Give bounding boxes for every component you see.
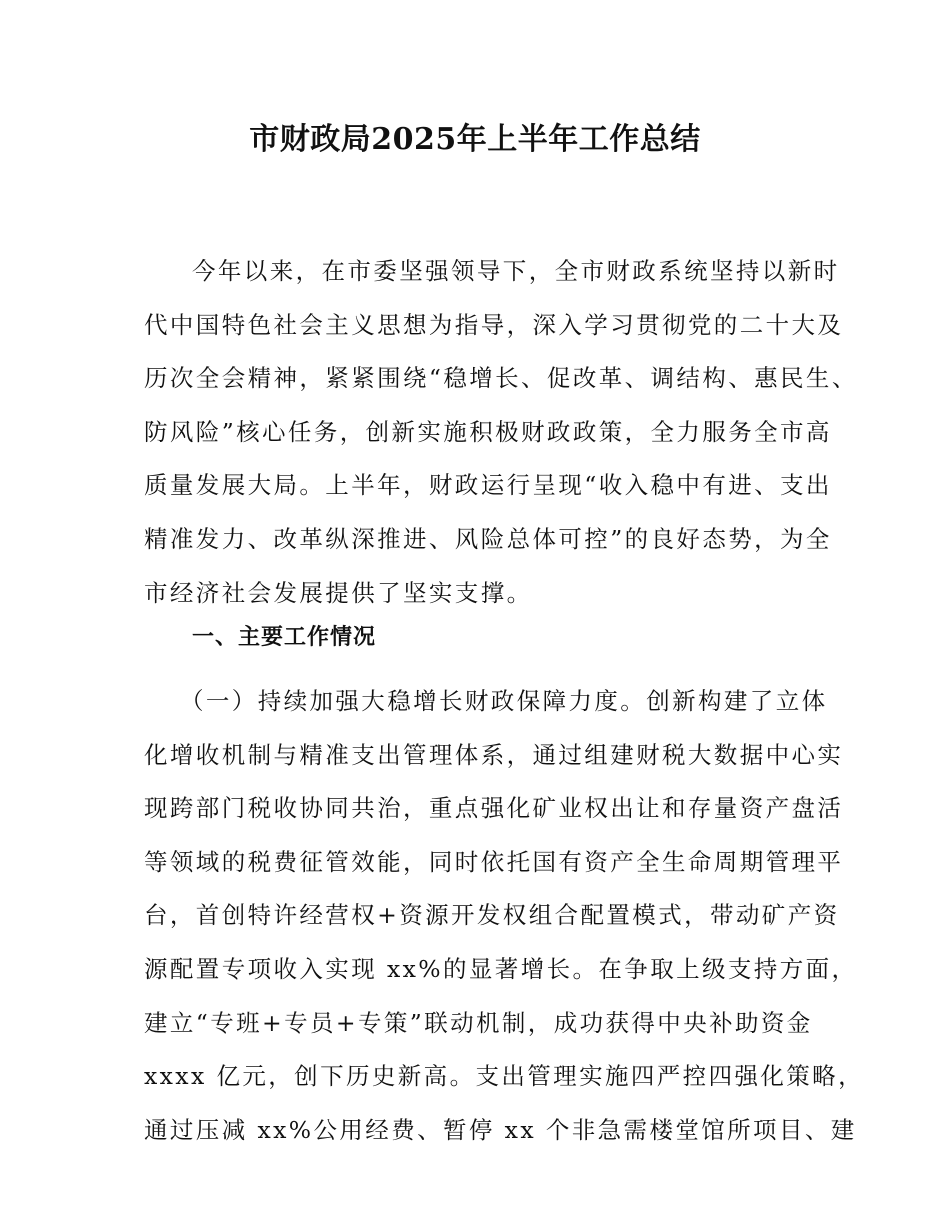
document-title: 市财政局2025年上半年工作总结 xyxy=(249,122,701,157)
section1-paragraph xyxy=(144,675,864,1157)
paragraph-line: 现跨部门税收协同共治，重点强化矿业权出让和存量资产盘活 xyxy=(144,794,844,823)
paragraph-line: 通过压减 xx%公用经费、暂停 xx 个非急需楼堂馆所项目、建 xyxy=(144,1115,857,1144)
paragraph-line: 建立“专班+专员+专策”联动机制，成功获得中央补助资金 xyxy=(144,1008,813,1037)
paragraph-line: 市经济社会发展提供了坚实支撑。 xyxy=(144,578,533,607)
paragraph-line: 源配置专项收入实现 xx%的显著增长。在争取上级支持方面， xyxy=(144,954,858,983)
paragraph-line: 化增收机制与精准支出管理体系，通过组建财税大数据中心实 xyxy=(144,740,844,769)
paragraph-line: 代中国特色社会主义思想为指导，深入学习贯彻党的二十大及 xyxy=(144,310,844,339)
intro-paragraph xyxy=(144,245,858,620)
paragraph-line: 防风险”核心任务，创新实施积极财政政策，全力服务全市高 xyxy=(144,417,832,446)
paragraph-line: 历次全会精神，紧紧围绕“稳增长、促改革、调结构、惠民生、 xyxy=(144,364,858,393)
paragraph-line: 等领域的税费征管效能，同时依托国有资产全生命周期管理平 xyxy=(144,847,844,876)
paragraph-line: 今年以来，在市委坚强领导下，全市财政系统坚持以新时 xyxy=(192,257,840,285)
paragraph-line: （一）持续加强大稳增长财政保障力度。创新构建了立体 xyxy=(180,687,828,715)
section-heading: 一、主要工作情况 xyxy=(192,625,377,650)
paragraph-line: 质量发展大局。上半年，财政运行呈现“收入稳中有进、支出 xyxy=(144,471,832,500)
paragraph-line: 台，首创特许经营权+资源开发权组合配置模式，带动矿产资 xyxy=(144,901,840,930)
paragraph-line: xxxx 亿元，创下历史新高。支出管理实施四严控四强化策略， xyxy=(144,1062,864,1091)
paragraph-line: 精准发力、改革纵深推进、风险总体可控”的良好态势，为全 xyxy=(144,524,832,553)
